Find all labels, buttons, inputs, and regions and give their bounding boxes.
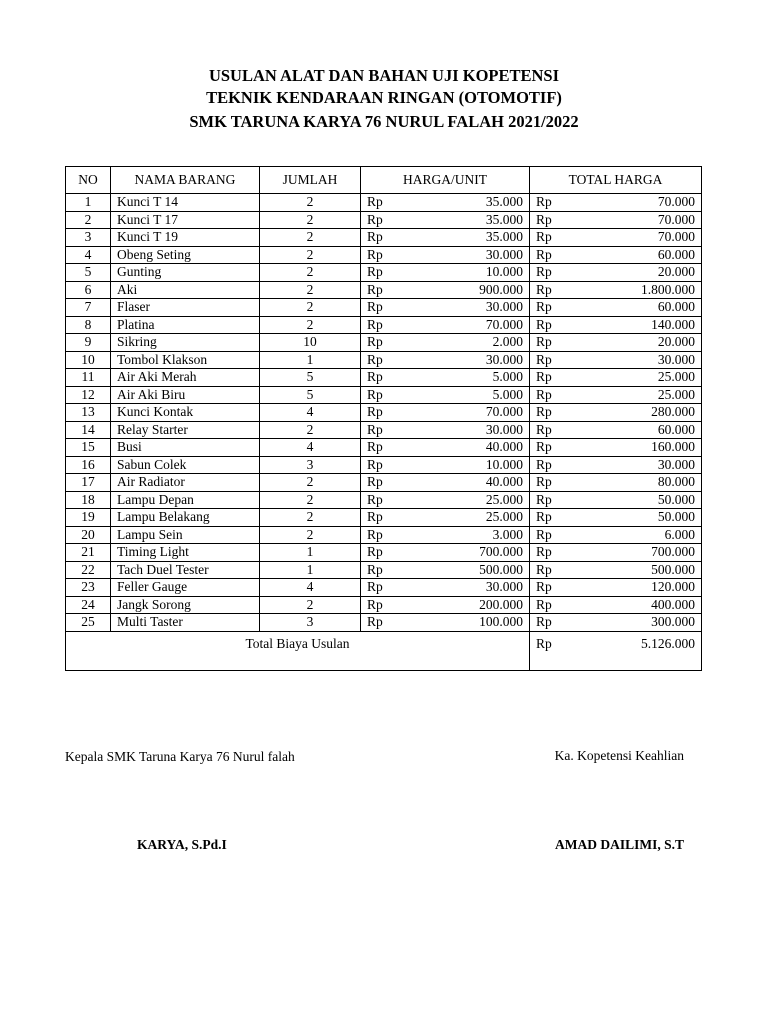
cell-no: 9 [66,334,111,352]
cell-total-currency: Rp [530,596,577,614]
cell-harga-unit: 5.000 [408,369,530,387]
cell-harga-currency: Rp [361,281,408,299]
cell-no: 1 [66,194,111,212]
cell-jumlah: 2 [260,194,361,212]
cell-total-currency: Rp [530,194,577,212]
cell-total-currency: Rp [530,509,577,527]
cell-jumlah: 2 [260,264,361,282]
cell-no: 22 [66,561,111,579]
cell-total-currency: Rp [530,229,577,247]
cell-total-harga: 60.000 [577,246,702,264]
cell-nama-barang: Air Aki Biru [111,386,260,404]
total-row [66,631,702,670]
header-no: NO [66,167,111,194]
cell-no: 23 [66,579,111,597]
cell-total-harga: 70.000 [577,194,702,212]
cell-no: 16 [66,456,111,474]
cell-no: 7 [66,299,111,317]
cell-jumlah: 2 [260,596,361,614]
cell-nama-barang: Feller Gauge [111,579,260,597]
left-signatory-role: Kepala SMK Taruna Karya 76 Nurul falah [65,749,295,764]
cell-total-harga: 140.000 [577,316,702,334]
table-header-row [66,167,702,194]
cell-nama-barang: Multi Taster [111,614,260,632]
cell-nama-barang: Busi [111,439,260,457]
total-label: Total Biaya Usulan [66,631,530,670]
cell-total-currency: Rp [530,281,577,299]
cell-total-currency: Rp [530,316,577,334]
cell-harga-unit: 10.000 [408,456,530,474]
cell-harga-currency: Rp [361,246,408,264]
cell-total-currency: Rp [530,614,577,632]
cell-nama-barang: Jangk Sorong [111,596,260,614]
cell-total-harga: 50.000 [577,491,702,509]
cell-harga-currency: Rp [361,474,408,492]
cell-no: 13 [66,404,111,422]
cell-harga-unit: 200.000 [408,596,530,614]
cell-nama-barang: Sikring [111,334,260,352]
cell-total-harga: 6.000 [577,526,702,544]
table-row [66,404,702,422]
cell-harga-currency: Rp [361,509,408,527]
cell-no: 2 [66,211,111,229]
table-row [66,211,702,229]
cell-harga-currency: Rp [361,491,408,509]
total-currency: Rp [530,631,577,670]
cell-harga-currency: Rp [361,596,408,614]
cell-no: 24 [66,596,111,614]
cell-nama-barang: Sabun Colek [111,456,260,474]
table-row [66,369,702,387]
cell-jumlah: 2 [260,281,361,299]
cell-total-currency: Rp [530,211,577,229]
total-value: 5.126.000 [577,631,702,670]
cell-harga-currency: Rp [361,211,408,229]
right-signatory-role: Ka. Kopetensi Keahlian [554,748,684,763]
document-title-line-3: SMK TARUNA KARYA 76 NURUL FALAH 2021/2022 [189,112,579,131]
cell-nama-barang: Platina [111,316,260,334]
table-row [66,299,702,317]
cell-harga-currency: Rp [361,456,408,474]
cell-total-currency: Rp [530,246,577,264]
cell-harga-unit: 10.000 [408,264,530,282]
cell-harga-currency: Rp [361,264,408,282]
cell-total-currency: Rp [530,526,577,544]
document-title-line-2: TEKNIK KENDARAAN RINGAN (OTOMOTIF) [206,88,562,107]
cell-total-harga: 80.000 [577,474,702,492]
table-body [66,194,702,632]
cell-total-currency: Rp [530,421,577,439]
cell-nama-barang: Aki [111,281,260,299]
cell-total-harga: 500.000 [577,561,702,579]
cell-harga-unit: 500.000 [408,561,530,579]
cell-jumlah: 10 [260,334,361,352]
cell-jumlah: 2 [260,509,361,527]
cell-total-harga: 60.000 [577,421,702,439]
cell-harga-unit: 35.000 [408,194,530,212]
table-row [66,421,702,439]
cell-jumlah: 2 [260,299,361,317]
table-row [66,456,702,474]
cell-nama-barang: Lampu Depan [111,491,260,509]
cell-nama-barang: Air Radiator [111,474,260,492]
cell-harga-unit: 900.000 [408,281,530,299]
cell-harga-currency: Rp [361,439,408,457]
cell-no: 10 [66,351,111,369]
cell-nama-barang: Kunci T 17 [111,211,260,229]
cell-no: 12 [66,386,111,404]
cell-total-harga: 30.000 [577,351,702,369]
table-row [66,544,702,562]
cell-harga-unit: 25.000 [408,491,530,509]
table-row [66,334,702,352]
cell-harga-currency: Rp [361,316,408,334]
cell-jumlah: 2 [260,421,361,439]
cell-harga-unit: 3.000 [408,526,530,544]
cell-harga-currency: Rp [361,404,408,422]
table-row [66,264,702,282]
cell-harga-currency: Rp [361,386,408,404]
document-title-line-1: USULAN ALAT DAN BAHAN UJI KOPETENSI [208,66,560,85]
cell-no: 20 [66,526,111,544]
cell-harga-currency: Rp [361,526,408,544]
cell-harga-unit: 30.000 [408,246,530,264]
cell-harga-unit: 30.000 [408,299,530,317]
table-row [66,561,702,579]
cell-harga-unit: 30.000 [408,421,530,439]
table-row [66,229,702,247]
cell-total-currency: Rp [530,439,577,457]
cell-total-currency: Rp [530,544,577,562]
table-row [66,246,702,264]
header-jumlah: JUMLAH [260,167,361,194]
header-nama-barang: NAMA BARANG [111,167,260,194]
cell-total-currency: Rp [530,456,577,474]
table-row [66,579,702,597]
cell-harga-currency: Rp [361,194,408,212]
cell-nama-barang: Kunci T 19 [111,229,260,247]
cell-total-harga: 400.000 [577,596,702,614]
cell-nama-barang: Lampu Sein [111,526,260,544]
cell-jumlah: 4 [260,439,361,457]
items-table [65,166,702,671]
cell-harga-unit: 40.000 [408,439,530,457]
cell-jumlah: 2 [260,491,361,509]
cell-total-harga: 20.000 [577,334,702,352]
cell-harga-currency: Rp [361,351,408,369]
header-harga-unit: HARGA/UNIT [361,167,530,194]
header-total-harga: TOTAL HARGA [530,167,702,194]
cell-jumlah: 2 [260,246,361,264]
cell-nama-barang: Air Aki Merah [111,369,260,387]
cell-no: 4 [66,246,111,264]
cell-jumlah: 1 [260,561,361,579]
table-row [66,281,702,299]
cell-no: 18 [66,491,111,509]
cell-jumlah: 1 [260,351,361,369]
cell-harga-currency: Rp [361,561,408,579]
cell-no: 8 [66,316,111,334]
cell-nama-barang: Kunci T 14 [111,194,260,212]
table-row [66,526,702,544]
cell-harga-unit: 40.000 [408,474,530,492]
cell-harga-unit: 25.000 [408,509,530,527]
cell-total-harga: 120.000 [577,579,702,597]
cell-nama-barang: Kunci Kontak [111,404,260,422]
cell-harga-unit: 35.000 [408,229,530,247]
cell-harga-currency: Rp [361,544,408,562]
cell-total-currency: Rp [530,474,577,492]
cell-total-currency: Rp [530,264,577,282]
cell-jumlah: 3 [260,456,361,474]
cell-total-currency: Rp [530,491,577,509]
table-row [66,509,702,527]
cell-harga-unit: 30.000 [408,579,530,597]
cell-jumlah: 3 [260,614,361,632]
cell-harga-unit: 5.000 [408,386,530,404]
cell-total-harga: 20.000 [577,264,702,282]
right-signatory-name: AMAD DAILIMI, S.T [554,837,684,852]
cell-jumlah: 2 [260,474,361,492]
cell-no: 25 [66,614,111,632]
cell-harga-unit: 700.000 [408,544,530,562]
cell-total-harga: 50.000 [577,509,702,527]
cell-harga-unit: 70.000 [408,404,530,422]
cell-harga-unit: 35.000 [408,211,530,229]
cell-harga-currency: Rp [361,579,408,597]
cell-total-harga: 25.000 [577,386,702,404]
cell-nama-barang: Tach Duel Tester [111,561,260,579]
table-row [66,194,702,212]
cell-no: 14 [66,421,111,439]
cell-harga-currency: Rp [361,229,408,247]
cell-total-harga: 700.000 [577,544,702,562]
cell-no: 21 [66,544,111,562]
cell-no: 19 [66,509,111,527]
cell-harga-currency: Rp [361,614,408,632]
cell-total-currency: Rp [530,561,577,579]
cell-jumlah: 5 [260,369,361,387]
cell-harga-currency: Rp [361,334,408,352]
cell-jumlah: 1 [260,544,361,562]
cell-nama-barang: Timing Light [111,544,260,562]
cell-harga-currency: Rp [361,299,408,317]
left-signatory-name: KARYA, S.Pd.I [137,837,227,852]
cell-total-harga: 160.000 [577,439,702,457]
cell-harga-unit: 2.000 [408,334,530,352]
cell-total-currency: Rp [530,299,577,317]
cell-total-harga: 60.000 [577,299,702,317]
cell-total-currency: Rp [530,351,577,369]
table-row [66,316,702,334]
cell-no: 3 [66,229,111,247]
table-row [66,439,702,457]
cell-harga-unit: 70.000 [408,316,530,334]
cell-jumlah: 5 [260,386,361,404]
cell-jumlah: 2 [260,316,361,334]
cell-total-harga: 280.000 [577,404,702,422]
cell-total-currency: Rp [530,334,577,352]
cell-nama-barang: Flaser [111,299,260,317]
cell-no: 15 [66,439,111,457]
cell-jumlah: 2 [260,526,361,544]
cell-nama-barang: Obeng Seting [111,246,260,264]
cell-total-currency: Rp [530,404,577,422]
cell-total-harga: 30.000 [577,456,702,474]
cell-total-harga: 300.000 [577,614,702,632]
cell-nama-barang: Tombol Klakson [111,351,260,369]
cell-harga-currency: Rp [361,369,408,387]
cell-total-currency: Rp [530,386,577,404]
cell-no: 17 [66,474,111,492]
cell-total-currency: Rp [530,579,577,597]
table-row [66,351,702,369]
cell-harga-unit: 30.000 [408,351,530,369]
cell-total-harga: 70.000 [577,211,702,229]
table-row [66,596,702,614]
cell-jumlah: 4 [260,579,361,597]
cell-jumlah: 2 [260,211,361,229]
table-row [66,474,702,492]
cell-total-currency: Rp [530,369,577,387]
cell-no: 11 [66,369,111,387]
cell-total-harga: 25.000 [577,369,702,387]
table-row [66,614,702,632]
table-row [66,386,702,404]
cell-jumlah: 4 [260,404,361,422]
cell-harga-unit: 100.000 [408,614,530,632]
cell-no: 5 [66,264,111,282]
cell-nama-barang: Gunting [111,264,260,282]
table-row [66,491,702,509]
cell-nama-barang: Lampu Belakang [111,509,260,527]
cell-total-harga: 70.000 [577,229,702,247]
cell-jumlah: 2 [260,229,361,247]
cell-nama-barang: Relay Starter [111,421,260,439]
cell-no: 6 [66,281,111,299]
cell-total-harga: 1.800.000 [577,281,702,299]
cell-harga-currency: Rp [361,421,408,439]
